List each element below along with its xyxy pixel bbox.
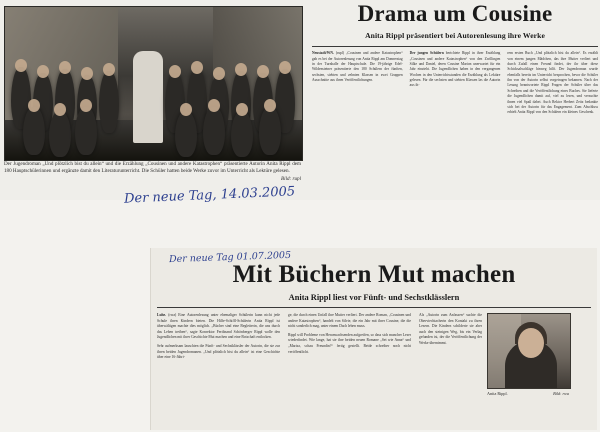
photo-person-head [257, 65, 269, 78]
photo-person-head [103, 63, 115, 76]
photo-person [231, 111, 253, 157]
article-subheadline: Anita Rippl präsentiert bei Autorenlesung ihre Werke [365, 31, 545, 41]
article-headline: Drama um Cousine [357, 1, 553, 26]
photo-person-head [81, 67, 93, 80]
column-lead: Der jungen Schülern [409, 51, 444, 56]
column-text: ge, die durch einen Unfall ihre Mutter verliert. Der andere Roman, „Cousinen und andere Katastrophen“, handelt von Silvie, die ein Jahr mit ihrer Cousine, die die nicht sonderlich mag, unter einem Dach leben muss. [288, 313, 411, 329]
photo-caption-text: Der Jugendroman „Und plötzlich bist du allein“ und die Erzählung „Cousinen und andere Katastrophen“ präsentierte Autorin Anita Rippl dem 180 Hauptschülerinnen und ergänzte damit den Literaturunterricht. Die Schüler hatten beide Werke zuvor im Unterricht als Lektüre gelesen. [4, 161, 301, 175]
photo-person-head [213, 67, 225, 80]
column-text: Rippl will Probleme von Heranwachsenden aufgreifen, so dass sich mancher Leser wiederfindet. Wie lange, hat sie ihre beiden neuen Romane „Sei wie Anna“ und „Marisa, schau Freundin?“ fertig gestellt. Beide schreiber noch nicht veröffentlicht. [288, 332, 411, 354]
photo-person [49, 111, 71, 157]
photo-person-head [169, 65, 181, 78]
column-text: (rwa) Eine Autorenlesung unter ehemaliger Schülerin kann nicht jede Schule ihren Kindern bieten. Die Hilfe-Schiffl-Schülerin Anita Rippl ist überwältigen machte dies möglich. „Bücher sind eine Begleiterin, die uns durch das Leben treiben“, sagte Konrektor Ferdinand Schönberger Rippl wolle den Jugendlichen mit ihrer Geschichte Mut machen und eine Botschaft entlocken. [157, 313, 280, 340]
headline-divider [312, 46, 598, 47]
column-text: Sehr aufmerksam lauschten die Fünft- und Sechstklässler der Autorin, die sie zur ihren beiden Jugendromanen. „Und plötzlich bist du allein“ ist eine Geschichte über eine 16-Jähri- [157, 343, 280, 360]
photo-presenter-figure [133, 51, 163, 143]
photo-caption-top [4, 161, 301, 183]
photo-person-head [80, 99, 92, 112]
photo-person-head [264, 99, 276, 112]
photo-person [203, 107, 225, 155]
photo-person-head [236, 103, 248, 116]
column-lead: Neustadt/WN. [312, 51, 334, 56]
article-photo-classroom [4, 6, 303, 161]
photo-person-head [37, 65, 49, 78]
author-photo-block [487, 313, 569, 397]
handwritten-date-bottom: Der neue Tag 01.07.2005 [168, 249, 292, 266]
photo-credit: Bild: rupl [281, 175, 301, 182]
article-subheadline: Anita Rippl liest vor Fünft- und Sechstklässlern [288, 293, 460, 303]
article-column [507, 51, 598, 119]
column-text: Als „Autorin zum Anfassen“ suchte die Oberviechtacherin den Kontakt zu ihren Lesern. Die Kindern schilderte sie aber auch den steinigen Weg, bis ein Verlag gefunden ist, der die Veröffentlichung der Werke übernimmt. [419, 313, 482, 345]
photo-person [259, 107, 281, 155]
newspaper-clipping-top [0, 0, 600, 200]
photo-person-head [279, 61, 291, 74]
photo-credit: Bild: rwa [553, 391, 569, 397]
article-column [419, 313, 569, 400]
photo-person-head [191, 61, 203, 74]
photo-person-head [28, 99, 40, 112]
photo-person-head [54, 103, 66, 116]
photo-caption-bottom [487, 391, 569, 397]
article-columns [312, 51, 598, 119]
photo-person [99, 71, 119, 133]
newspaper-clipping-bottom [150, 248, 597, 430]
column-text: rem ersten Buch „Und plötzlich bist du allein“. Es erzählt von einem jungen Mädchen, das ihre Mutter verliert und durch Zufall einen Freund findet, der ihr über diese Schicksalsschläge hinweg hilft. Der Jugendroman wurde ebenfalls bereits im Unterricht besprochen, bevor die Schüler ihn von der Autorin selbst vorgetragen bekamen. Nach der Lesung beantwortete Rippl Fragen der Schüler über das Schreiben und die Veröffentlichung eines Buches. Sie lieferte die Jugendlichen damit auf, viel zu lesen, und versuchte ihnen viel Spaß dabei. Auch Rektor Herbert Zeitz bedankte sich bei der Autorin für das Engagement. Zum Abschluss erhielt Anita Rippl von den Schülern ein kleines Geschenk. [507, 51, 599, 115]
photo-person-head [235, 63, 247, 76]
handwritten-date-top: Der neue Tag, 14.03.2005 [123, 184, 296, 207]
article-column [410, 51, 501, 119]
photo-person-head [59, 61, 71, 74]
article-columns [151, 313, 597, 400]
column-text: (rupl) „Cousinen und andere Katastrophen“ gab es bei der Autorenlesung von Anita Rippl am Donnerstag in der Turnhalle der Hauptschule. Die 19-jährige Edel-Wildensteiner präsentierte den 180 Schülern der fünften, sechsten, siebten und zehnten Klassen in zwei Gruppen Ausschnitte aus ihren Veröffentlichungen. [312, 51, 403, 83]
column-text: berichtete Rippl in ihrer Erzählung „Cousinen und andere Katastrophen“ von den Zwillingen Silke und Daniel, deren Cousine Marion unerwartet für ein Jahr einzieht. Die Jugendlichen haben in den vergangenen Wochen in den Unterrichtsstunden die Erzählung als Lektüre gelesen. Für die sechsten und siebten Klassen las die Autorin aus ih- [409, 51, 501, 88]
photo-person [75, 107, 97, 155]
article-column [157, 313, 280, 400]
article-photo-author [487, 313, 571, 389]
article-column [288, 313, 411, 400]
article-bottom [151, 262, 597, 400]
article-column [312, 51, 403, 119]
article-top [312, 2, 598, 119]
article-headline: Mit Büchern Mut machen [232, 261, 516, 288]
photo-person-head [15, 59, 27, 72]
column-lead: Luhe. [157, 313, 167, 318]
photo-person-head [180, 103, 192, 116]
headline-divider [157, 307, 591, 308]
photo-person-head [208, 99, 220, 112]
photo-person [23, 107, 45, 155]
photo-person [175, 111, 197, 157]
photo-caption-name: Anita Rippl. [487, 391, 508, 397]
